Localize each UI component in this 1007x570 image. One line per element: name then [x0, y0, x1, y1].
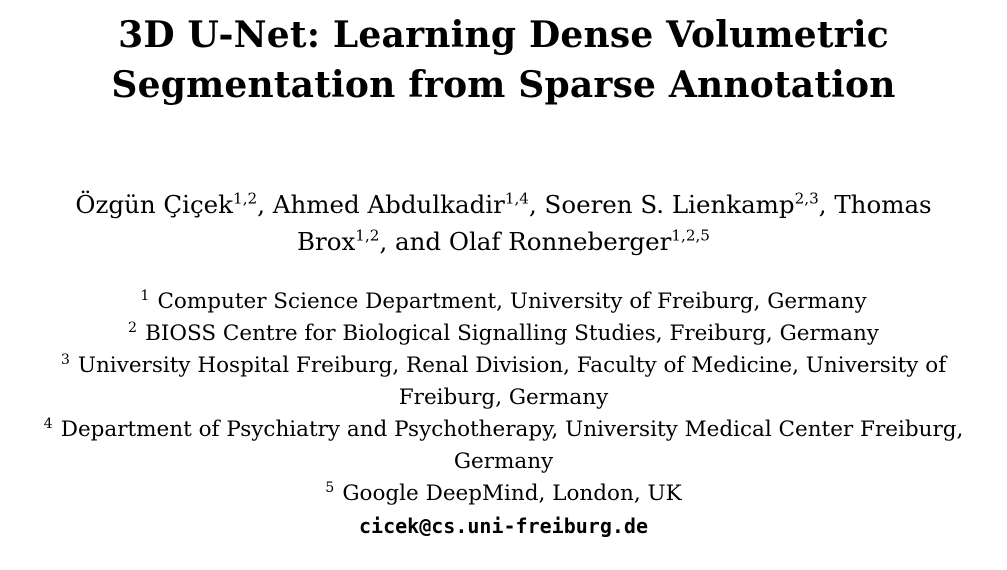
- author-list: [0, 186, 1007, 260]
- author-affil-marks: 1,2: [233, 189, 258, 208]
- title-line-1: 3D U-Net: Learning Dense Volumetric: [118, 14, 889, 56]
- affiliation-text: BIOSS Centre for Biological Signalling Studies, Freiburg, Germany: [145, 321, 879, 346]
- author-name-last: Brox: [297, 227, 356, 256]
- author-conjunction: , and: [379, 227, 449, 256]
- author-name: Ahmed Abdulkadir: [272, 190, 505, 219]
- affiliation-1: [0, 286, 1007, 318]
- affiliation-text: Computer Science Department, University of Freiburg, Germany: [157, 289, 867, 314]
- author-line-2: [0, 223, 1007, 260]
- affiliation-mark: 3: [60, 351, 70, 368]
- author-affil-marks: 1,2,5: [671, 226, 710, 245]
- affiliation-text: University Hospital Freiburg, Renal Division, Faculty of Medicine, University of: [77, 353, 947, 378]
- author-affil-marks: 1,4: [504, 189, 529, 208]
- author-name: Soeren S. Lienkamp: [544, 190, 795, 219]
- author-name-first: Thomas: [834, 190, 932, 219]
- affiliation-mark: 2: [128, 319, 138, 336]
- affiliation-4: [0, 414, 1007, 446]
- author-name: Özgün Çiçek: [75, 190, 234, 219]
- affiliation-mark: 4: [43, 415, 53, 432]
- author-affil-marks: 1,2: [355, 226, 380, 245]
- affiliation-4-cont: Germany: [453, 449, 554, 474]
- affiliation-list: [0, 286, 1007, 542]
- affiliation-3-cont: Freiburg, Germany: [398, 385, 609, 410]
- affiliation-text: Department of Psychiatry and Psychotherapy, University Medical Center Freiburg,: [60, 417, 964, 442]
- contact-email[interactable]: cicek@cs.uni-freiburg.de: [359, 514, 648, 538]
- author-affil-marks: 2,3: [794, 189, 819, 208]
- affiliation-3: [0, 350, 1007, 382]
- title-line-2: Segmentation from Sparse Annotation: [111, 64, 896, 106]
- author-line-1: Özgün Çiçek$^{1,2}$, Ahmed Abdulkadir$^{1,4}$, Soeren S. Lienkamp$^{2,3}$, Thomas: [75, 189, 932, 219]
- paper-title: [0, 10, 1007, 110]
- affiliation-5: [0, 478, 1007, 510]
- affiliation-2: [0, 318, 1007, 350]
- affiliation-text: Google DeepMind, London, UK: [342, 481, 682, 506]
- author-name: Olaf Ronneberger: [448, 227, 672, 256]
- affiliation-mark: 1: [140, 287, 150, 304]
- affiliation-mark: 5: [325, 479, 335, 496]
